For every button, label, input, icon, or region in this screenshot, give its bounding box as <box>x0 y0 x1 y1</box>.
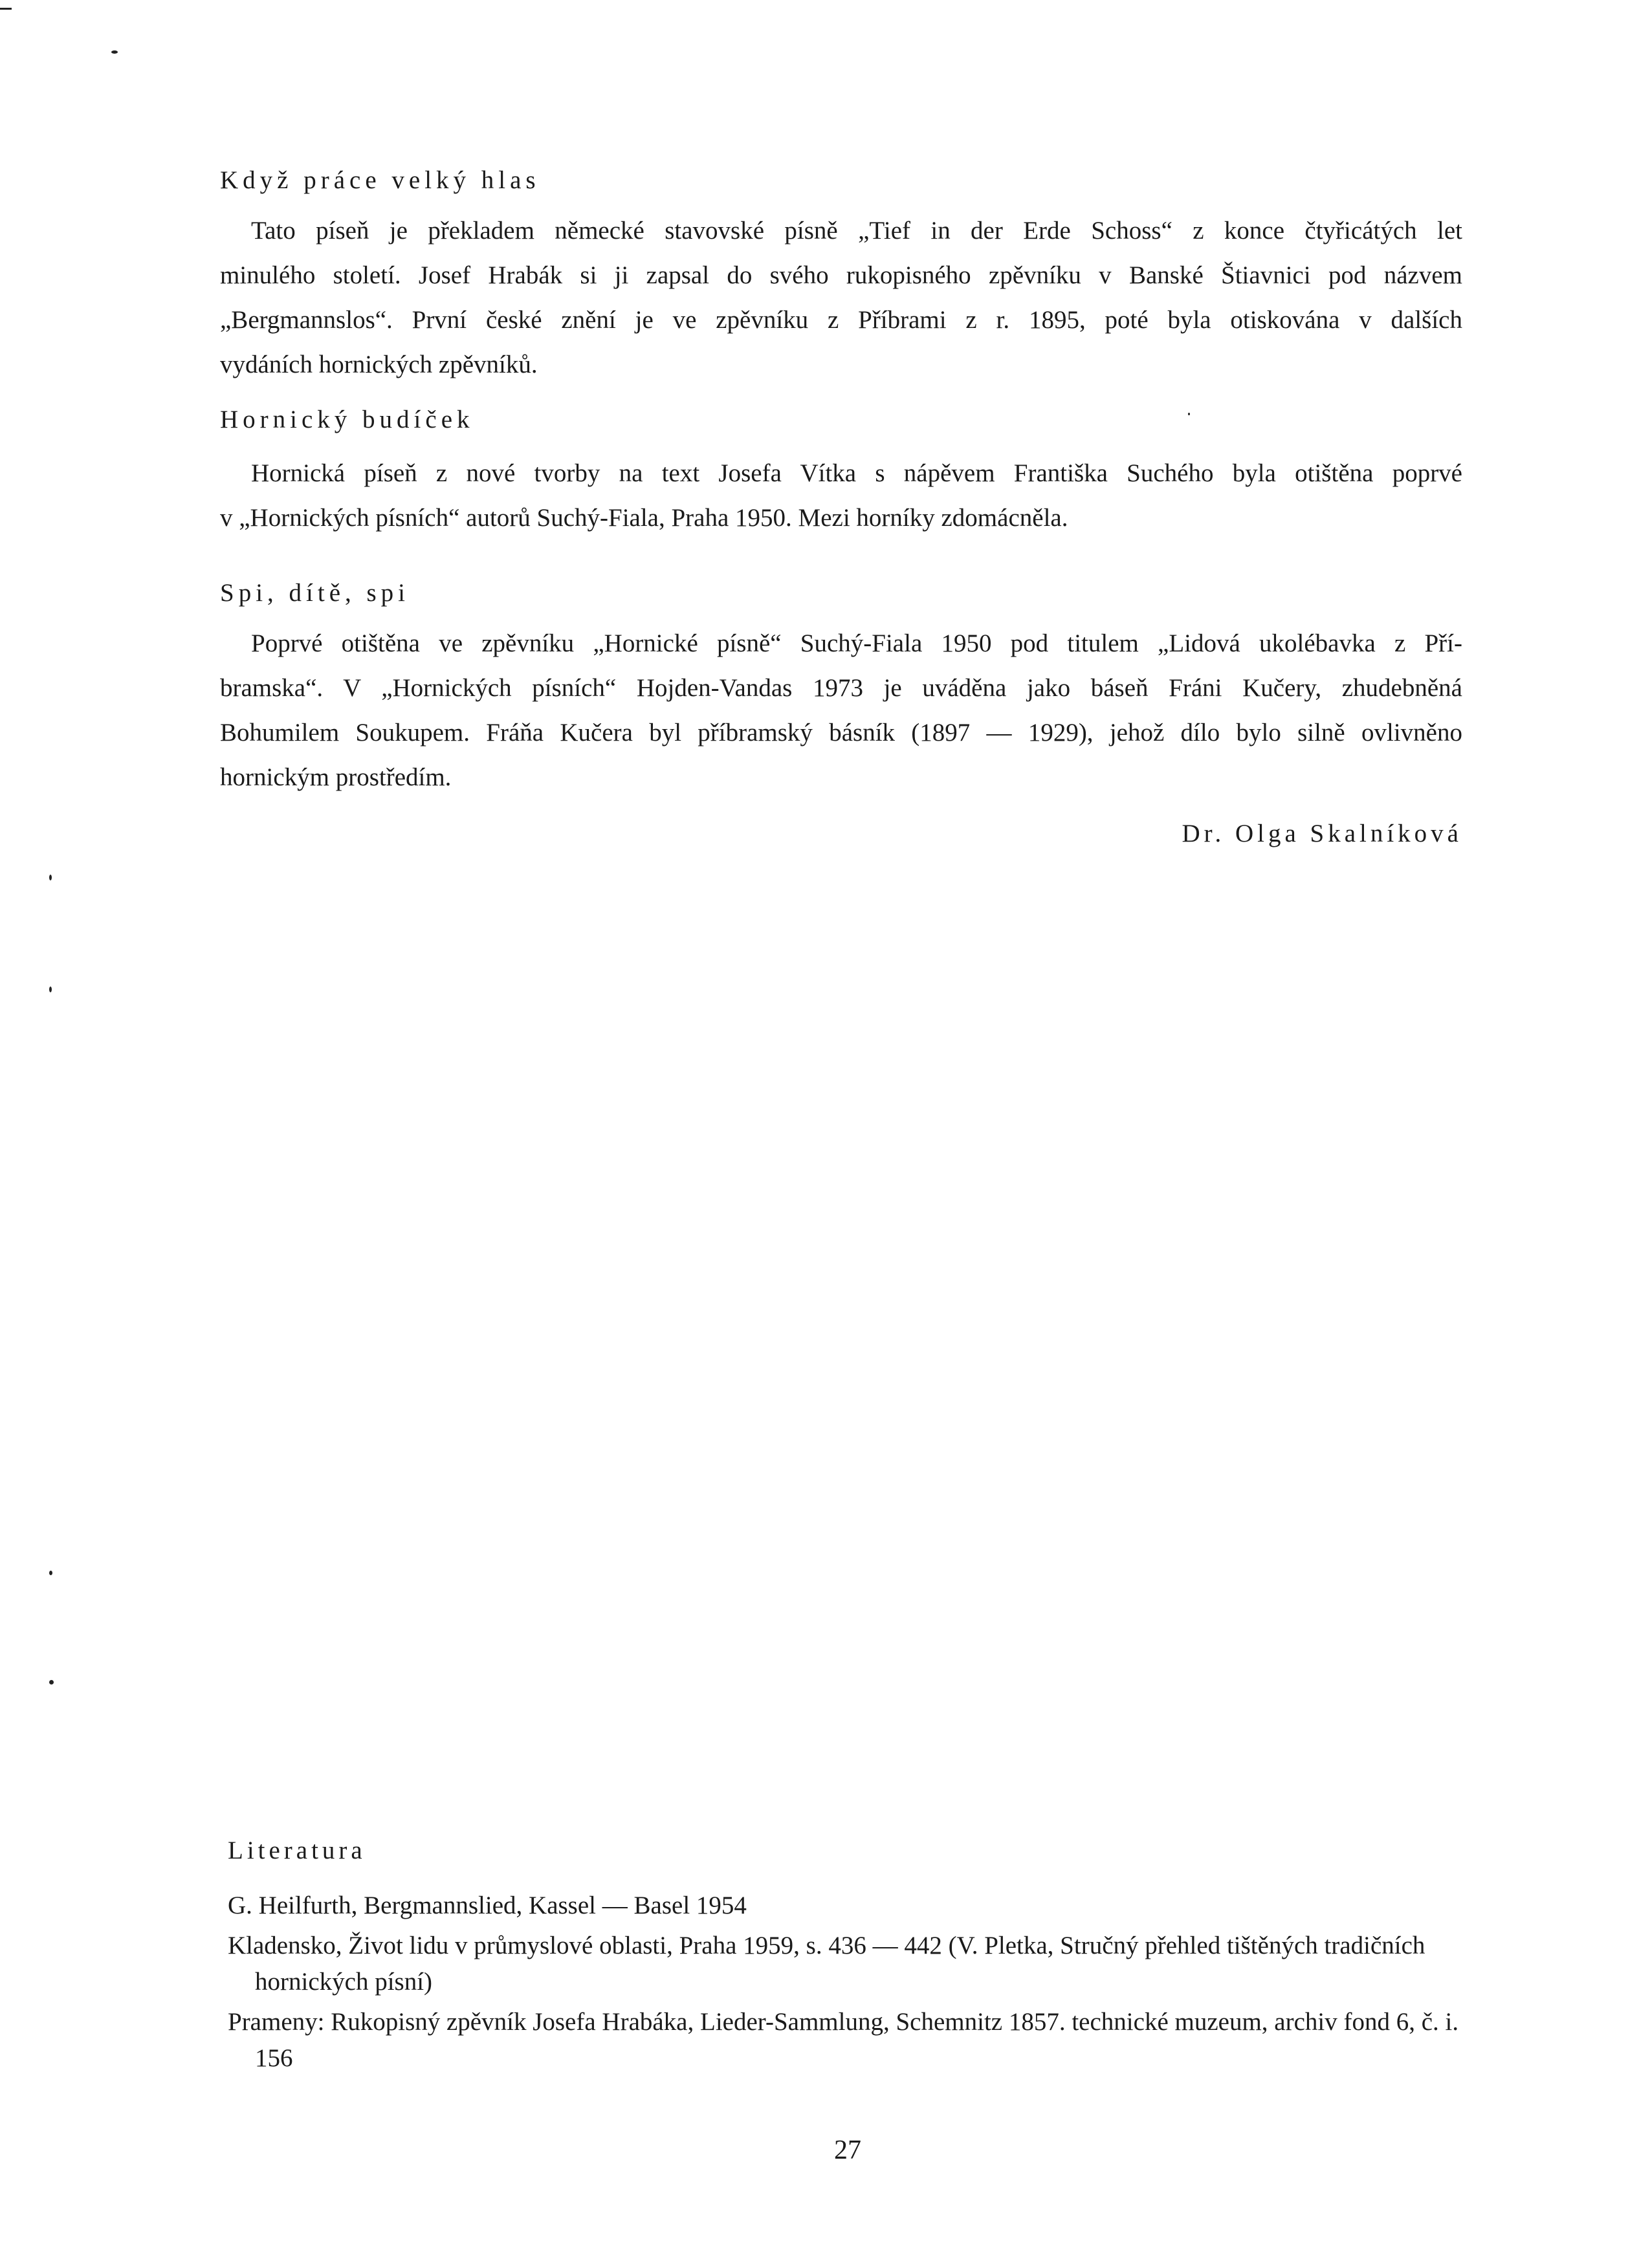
literature-list <box>228 1888 1477 2080</box>
scan-speck <box>0 8 12 10</box>
page-number: 27 <box>834 2135 861 2165</box>
scan-speck <box>49 1571 52 1575</box>
paragraph-line: Tato píseň je překladem německé stavovské písně „Tief in der Erde Schoss“ z konce čtyřicátých let <box>251 217 1462 245</box>
literature-heading: Literatura <box>228 1837 366 1864</box>
section-paragraph-kdyz-prace <box>220 208 1462 387</box>
scan-speck <box>111 50 118 54</box>
paragraph-line: vydáních hornických zpěvníků. <box>220 351 538 378</box>
scan-speck <box>1188 413 1190 415</box>
scan-speck <box>49 1680 54 1685</box>
paragraph-line: v „Hornických písních“ autorů Suchý-Fiala, Praha 1950. Mezi horníky zdomácněla. <box>220 504 1068 532</box>
paragraph-line: hornickým prostředím. <box>220 763 452 791</box>
section-paragraph-spi-dite-spi <box>220 621 1462 800</box>
section-heading-spi-dite-spi: Spi, dítě, spi <box>220 579 410 607</box>
literature-item: Kladensko, Život lidu v průmyslové oblasti, Praha 1959, s. 436 — 442 (V. Pletka, Stručný přehled tištěných tradičních hornických písní) <box>228 1932 1425 1996</box>
section-paragraph-hornicky-budicek <box>220 451 1462 540</box>
paragraph-line: minulého století. Josef Hrabák si ji zapsal do svého rukopisného zpěvníku v Banské Štiavnici pod názvem <box>220 261 1462 289</box>
literature-item: G. Heilfurth, Bergmannslied, Kassel — Basel 1954 <box>228 1892 747 1919</box>
scan-speck <box>49 875 52 880</box>
paragraph-line: Poprvé otištěna ve zpěvníku „Hornické písně“ Suchý-Fiala 1950 pod titulem „Lidová ukolébavka z Pří- <box>251 629 1462 657</box>
paragraph-line: Hornická píseň z nové tvorby na text Josefa Vítka s nápěvem Františka Suchého byla otištěna poprvé <box>251 459 1462 487</box>
paragraph-line: Bohumilem Soukupem. Fráňa Kučera byl příbramský básník (1897 — 1929), jehož dílo bylo silně ovlivněno <box>220 719 1462 747</box>
section-heading-hornicky-budicek: Hornický budíček <box>220 406 474 433</box>
paragraph-line: bramska“. V „Hornických písních“ Hojden-Vandas 1973 je uváděna jako báseň Fráni Kučery, zhudebněná <box>220 674 1462 702</box>
literature-item: Prameny: Rukopisný zpěvník Josefa Hrabáka, Lieder-Sammlung, Schemnitz 1857. technické muzeum, archiv fond 6, č. i. 156 <box>228 2008 1459 2072</box>
paragraph-line: „Bergmannslos“. První české znění je ve zpěvníku z Příbrami z r. 1895, poté byla otiskována v dalších <box>220 306 1462 334</box>
scan-speck <box>49 987 52 992</box>
section-heading-kdyz-prace: Když práce velký hlas <box>220 166 540 194</box>
author-signature: Dr. Olga Skalníková <box>1182 820 1462 847</box>
